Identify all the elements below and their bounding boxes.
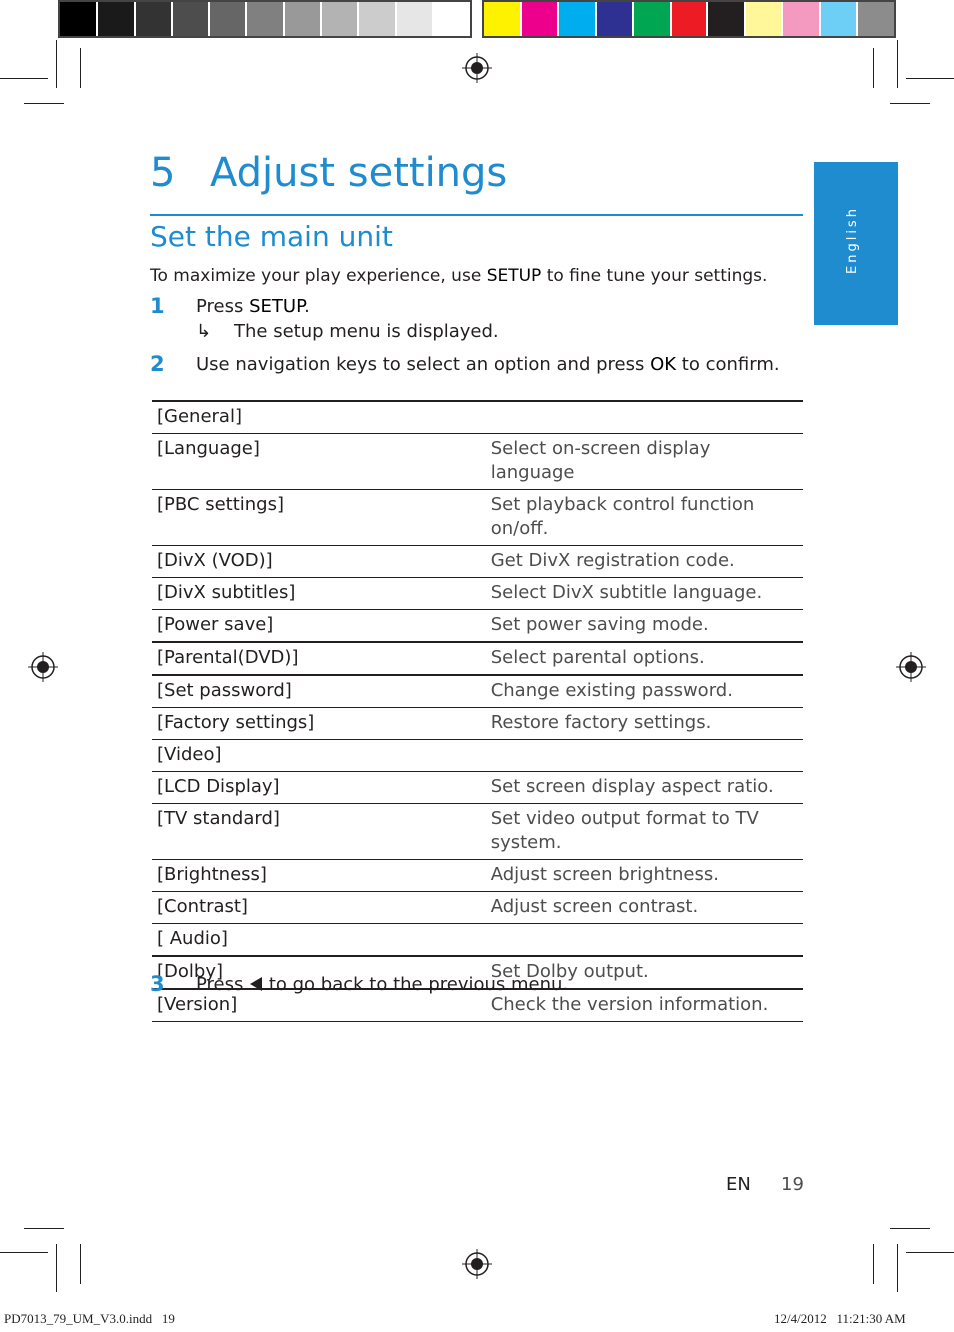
setting-description bbox=[486, 924, 803, 957]
chapter-title-text: Adjust settings bbox=[210, 150, 508, 196]
crop-mark bbox=[80, 48, 81, 88]
table-row bbox=[152, 490, 803, 546]
setting-description: Adjust screen contrast. bbox=[486, 892, 803, 924]
table-row bbox=[152, 772, 803, 804]
crop-mark bbox=[80, 1244, 81, 1284]
step-text bbox=[196, 296, 310, 317]
gray-swatch bbox=[434, 2, 470, 36]
table-row bbox=[152, 401, 803, 434]
ok-keyword: OK bbox=[650, 354, 677, 375]
table-row bbox=[152, 892, 803, 924]
setting-name: [Set password] bbox=[152, 675, 486, 708]
chapter-number: 5 bbox=[150, 150, 176, 196]
table-row bbox=[152, 578, 803, 610]
language-tab-label: English bbox=[845, 206, 860, 274]
table-row bbox=[152, 610, 803, 643]
setting-name: [Contrast] bbox=[152, 892, 486, 924]
setting-description: Select parental options. bbox=[486, 642, 803, 675]
step-text-post: . bbox=[304, 296, 310, 317]
step-text-pre: Press bbox=[196, 296, 250, 317]
crop-mark bbox=[873, 48, 874, 88]
step-result: The setup menu is displayed. bbox=[234, 321, 499, 342]
table-row bbox=[152, 642, 803, 675]
setting-description: Select DivX subtitle language. bbox=[486, 578, 803, 610]
crop-mark bbox=[24, 1228, 64, 1229]
table-row bbox=[152, 804, 803, 860]
gray-swatch bbox=[173, 2, 210, 36]
step-text bbox=[196, 354, 780, 375]
step-text-pre: Use navigation keys to select an option and press bbox=[196, 354, 651, 375]
intro-text-end: to fine tune your settings. bbox=[541, 266, 768, 286]
gray-swatch bbox=[247, 2, 285, 36]
setting-name: [Factory settings] bbox=[152, 708, 486, 740]
color-swatch bbox=[597, 2, 634, 36]
table-row bbox=[152, 675, 803, 708]
setting-name: [Language] bbox=[152, 434, 486, 490]
setting-description bbox=[486, 740, 803, 772]
setting-description: Set Dolby output. bbox=[486, 956, 803, 989]
crop-mark bbox=[873, 1244, 874, 1284]
crop-mark bbox=[0, 78, 48, 79]
setting-name: [Power save] bbox=[152, 610, 486, 643]
table-row bbox=[152, 434, 803, 490]
color-swatch bbox=[746, 2, 783, 36]
chapter-title bbox=[150, 150, 507, 196]
back-arrow-icon bbox=[249, 976, 263, 992]
gray-swatch bbox=[60, 2, 98, 36]
setting-name: [DivX (VOD)] bbox=[152, 546, 486, 578]
setting-description: Adjust screen brightness. bbox=[486, 860, 803, 892]
crop-mark bbox=[0, 1252, 48, 1253]
page-number: 19 bbox=[781, 1174, 804, 1195]
crop-mark bbox=[56, 40, 57, 88]
step-number: 3 bbox=[150, 972, 165, 996]
setting-description: Set screen display aspect ratio. bbox=[486, 772, 803, 804]
crop-mark bbox=[890, 103, 930, 104]
gray-calibration-bar bbox=[58, 0, 472, 38]
setting-description: Select on-screen display language bbox=[486, 434, 803, 490]
setting-description: Set video output format to TV system. bbox=[486, 804, 803, 860]
setting-description: Get DivX registration code. bbox=[486, 546, 803, 578]
table-row bbox=[152, 546, 803, 578]
crop-mark bbox=[906, 78, 954, 79]
setting-name: [Brightness] bbox=[152, 860, 486, 892]
crop-mark bbox=[897, 1244, 898, 1292]
step-text-post: to go back to the previous menu. bbox=[263, 974, 569, 995]
gray-swatch bbox=[98, 2, 136, 36]
gray-swatch bbox=[285, 2, 322, 36]
footer-language: EN bbox=[726, 1174, 751, 1195]
setting-name: [Video] bbox=[152, 740, 486, 772]
gray-swatch bbox=[136, 2, 173, 36]
setting-description: Change existing password. bbox=[486, 675, 803, 708]
setting-description: Set power saving mode. bbox=[486, 610, 803, 643]
setting-name: [Version] bbox=[152, 989, 486, 1022]
intro-text: To maximize your play experience, use bbox=[150, 266, 487, 286]
color-swatch bbox=[559, 2, 597, 36]
color-swatch bbox=[634, 2, 672, 36]
color-calibration-bar bbox=[482, 0, 896, 38]
setting-name: [DivX subtitles] bbox=[152, 578, 486, 610]
color-swatch bbox=[708, 2, 746, 36]
setting-description bbox=[486, 401, 803, 434]
table-row bbox=[152, 708, 803, 740]
setting-name: [Parental(DVD)] bbox=[152, 642, 486, 675]
crop-mark bbox=[897, 40, 898, 88]
color-swatch bbox=[672, 2, 709, 36]
settings-table bbox=[152, 400, 803, 1022]
table-row bbox=[152, 860, 803, 892]
color-swatch bbox=[484, 2, 522, 36]
registration-mark-icon bbox=[462, 1249, 492, 1279]
step-text-pre: Press bbox=[196, 974, 250, 995]
color-swatch bbox=[821, 2, 858, 36]
setting-name: [ Audio] bbox=[152, 924, 486, 957]
setting-description: Set playback control function on/off. bbox=[486, 490, 803, 546]
language-tab bbox=[814, 162, 898, 325]
setting-description: Restore factory settings. bbox=[486, 708, 803, 740]
title-divider bbox=[150, 214, 803, 216]
gray-swatch bbox=[322, 2, 359, 36]
crop-mark bbox=[24, 103, 64, 104]
print-timestamp: 12/4/2012 11:21:30 AM bbox=[774, 1311, 906, 1326]
setting-name: [Dolby] bbox=[152, 956, 486, 989]
crop-mark bbox=[890, 1228, 930, 1229]
gray-swatch bbox=[397, 2, 434, 36]
table-row bbox=[152, 740, 803, 772]
step-text-post: to confirm. bbox=[676, 354, 780, 375]
setting-name: [TV standard] bbox=[152, 804, 486, 860]
step-text bbox=[196, 974, 568, 995]
color-swatch bbox=[858, 2, 894, 36]
setup-keyword: SETUP bbox=[249, 296, 305, 317]
setting-description: Check the version information. bbox=[486, 989, 803, 1022]
result-arrow-icon: ↳ bbox=[196, 321, 212, 342]
step-number: 2 bbox=[150, 352, 165, 376]
crop-mark bbox=[56, 1244, 57, 1292]
color-swatch bbox=[783, 2, 821, 36]
registration-mark-icon bbox=[28, 652, 58, 682]
gray-swatch bbox=[210, 2, 247, 36]
crop-mark bbox=[906, 1252, 954, 1253]
table-row bbox=[152, 924, 803, 957]
gray-swatch bbox=[359, 2, 397, 36]
setup-keyword: SETUP bbox=[486, 266, 542, 286]
step-number: 1 bbox=[150, 294, 165, 318]
section-title: Set the main unit bbox=[150, 220, 393, 253]
file-info: PD7013_79_UM_V3.0.indd 19 bbox=[4, 1311, 175, 1326]
color-swatch bbox=[522, 2, 559, 36]
intro-paragraph bbox=[150, 266, 767, 286]
setting-name: [General] bbox=[152, 401, 486, 434]
registration-mark-icon bbox=[896, 652, 926, 682]
setting-name: [LCD Display] bbox=[152, 772, 486, 804]
registration-mark-icon bbox=[462, 53, 492, 83]
setting-name: [PBC settings] bbox=[152, 490, 486, 546]
